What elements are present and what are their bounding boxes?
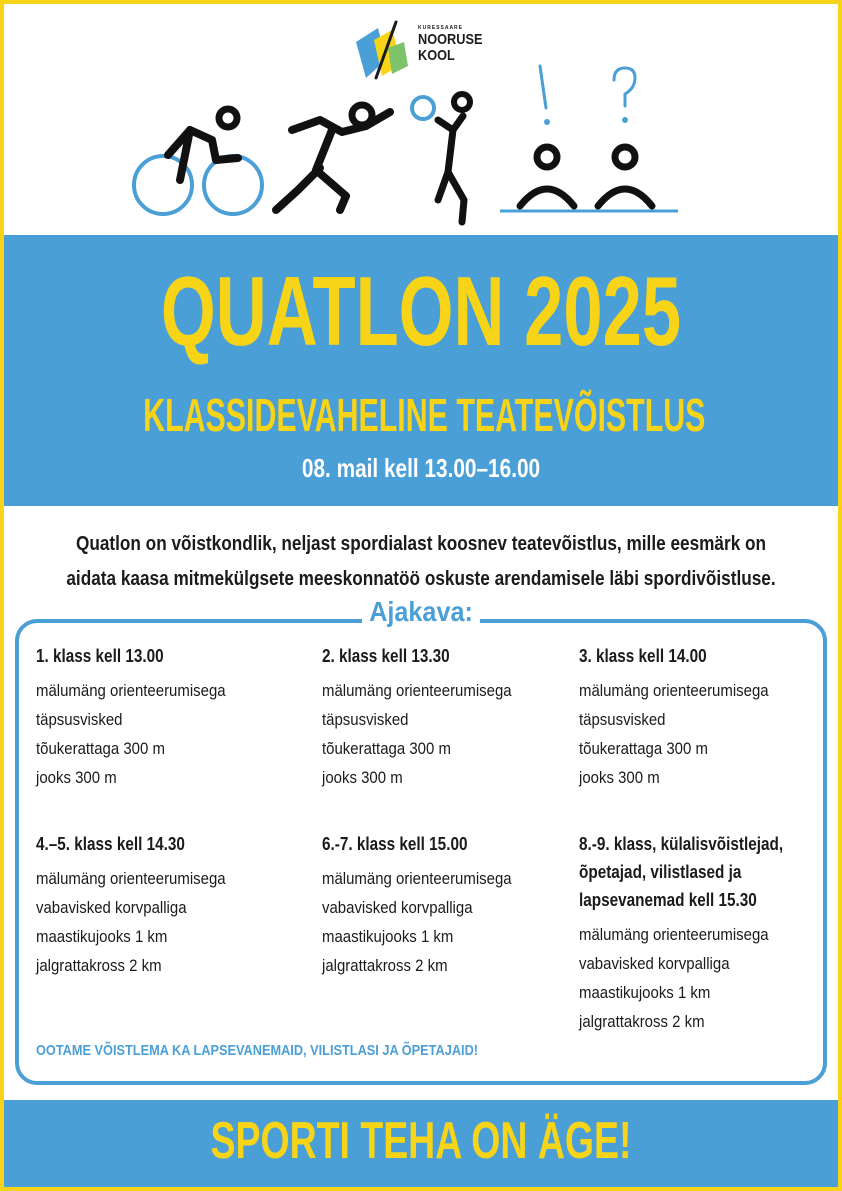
intro-text [0, 527, 842, 597]
schedule-block-6 [579, 830, 819, 1036]
logo-text [418, 26, 494, 63]
schedule-block-1 [36, 642, 251, 792]
block-item: tõukerattaga 300 m [579, 739, 708, 758]
block-item: jalgrattakross 2 km [36, 956, 162, 975]
schedule-block-3 [579, 642, 794, 792]
schedule-block-2 [322, 642, 537, 792]
block-item: mälumäng orienteerumisega [579, 925, 769, 944]
logo-small-text: KURESSAARE [418, 25, 464, 31]
block-title: 3. klass kell 14.00 [579, 646, 707, 666]
poster-title: QUATLON 2025 [160, 256, 682, 366]
block-item: jooks 300 m [322, 768, 403, 787]
logo-name-line-1: NOORUSE [418, 31, 483, 48]
block-title: 1. klass kell 13.00 [36, 646, 164, 666]
block-item: maastikujooks 1 km [322, 927, 454, 946]
block-item: vabavisked korvpalliga [36, 898, 187, 917]
sport-icons [120, 60, 700, 240]
block-item: vabavisked korvpalliga [322, 898, 473, 917]
poster-subtitle: KLASSIDEVAHELINE TEATEVÕISTLUS [143, 389, 706, 441]
block-item: jooks 300 m [579, 768, 660, 787]
block-item: jalgrattakross 2 km [322, 956, 448, 975]
block-title: õpetajad, vilistlased ja [579, 862, 742, 882]
block-item: mälumäng orienteerumisega [36, 681, 226, 700]
intro-line-1: Quatlon on võistkondlik, neljast spordialast koosnev teatevõistlus, mille eesmärk on [75, 533, 767, 555]
cyclist-icon [134, 109, 262, 214]
quiz-person-question-icon [598, 68, 652, 206]
event-date: 08. mail kell 13.00–16.00 [301, 453, 541, 483]
block-item: vabavisked korvpalliga [579, 954, 730, 973]
ball-thrower-icon [412, 94, 470, 222]
block-item: jalgrattakross 2 km [579, 1012, 705, 1031]
runner-icon [276, 105, 390, 210]
footer-slogan: SPORTI TEHA ON ÄGE! [210, 1112, 632, 1170]
schedule-block-5 [322, 830, 537, 980]
block-item: mälumäng orienteerumisega [322, 869, 512, 888]
block-item: maastikujooks 1 km [579, 983, 711, 1002]
logo-name-line-2: KOOL [418, 47, 455, 64]
quiz-person-exclamation-icon [520, 66, 574, 206]
block-title: lapsevanemad kell 15.30 [579, 890, 757, 910]
schedule-block-4 [36, 830, 251, 980]
block-item: täpsusvisked [322, 710, 409, 729]
invite-text: OOTAME VÕISTLEMA KA LAPSEVANEMAID, VILISTLASI JA ÕPETAJAID! [36, 1042, 479, 1059]
block-item: jooks 300 m [36, 768, 117, 787]
block-item: mälumäng orienteerumisega [322, 681, 512, 700]
block-item: mälumäng orienteerumisega [579, 681, 769, 700]
block-item: mälumäng orienteerumisega [36, 869, 226, 888]
block-title: 2. klass kell 13.30 [322, 646, 450, 666]
block-item: tõukerattaga 300 m [322, 739, 451, 758]
schedule-heading: Ajakava: [362, 598, 480, 626]
block-title: 6.-7. klass kell 15.00 [322, 834, 468, 854]
block-item: tõukerattaga 300 m [36, 739, 165, 758]
block-title: 8.-9. klass, külalisvõistlejad, [579, 834, 784, 854]
block-title: 4.–5. klass kell 14.30 [36, 834, 185, 854]
intro-line-2: aidata kaasa mitmekülgsete meeskonnatöö oskuste arendamisele läbi spordivõistluse. [66, 568, 776, 590]
block-item: maastikujooks 1 km [36, 927, 168, 946]
block-item: täpsusvisked [36, 710, 123, 729]
block-item: täpsusvisked [579, 710, 666, 729]
